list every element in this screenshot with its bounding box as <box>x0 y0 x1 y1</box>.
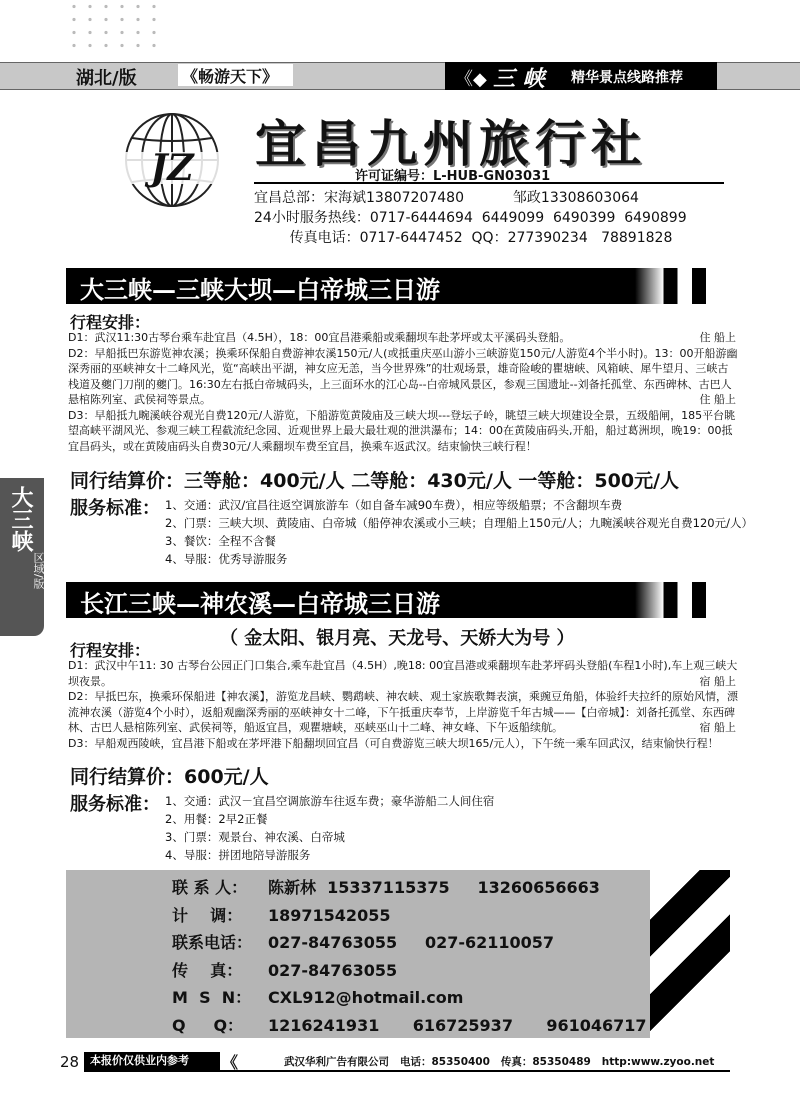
route2-services <box>165 792 494 864</box>
route2-service-label: 服务标准： <box>70 794 160 815</box>
license-number: 许可证编号：L-HUB-GN03031 <box>355 169 551 184</box>
recommend-subtitle: 精华景点线路推荐 <box>571 70 683 86</box>
service-item: 4、导服：拼团地陪导游服务 <box>165 848 311 862</box>
contact-row: 联 系 人： 陈新林 15337115375 13260656663 <box>172 878 600 897</box>
itinerary-day: D2：早船抵巴东游览神农溪；换乘环保船自费游神农溪150元/人(或抵重庆巫山游小三峡游览150元/人游览4个半小时)。13：00开船游幽深秀丽的巫峡神女十二峰风光，览“高峡出平湖，神女应无恙，当今世界殊”的壮观场景，雄奇险峻的瞿塘峡、风箱峡、犀牛望月、三峡古栈道及夔门刀削的夔门。16:30左右抵白帝城码头，上三面环水的江心岛--白帝城风景区，参观三国遗址--刘备托孤堂、东西碑林、古巴人悬棺陈列室、武侯祠等景点。 住 船上 <box>68 346 738 406</box>
itinerary-day: D3：早船观西陵峡，宜昌港下船或在茅坪港下船翻坝回宜昌（可自费游览三峡大坝165/元人），下午统一乘车回武汉，结束愉快行程！ <box>68 736 719 750</box>
itinerary-day: D3：早船抵九畹溪峡谷观光自费120元/人游览，下船游览黄陵庙及三峡大坝---登坛子岭，眺望三峡大坝建设全景，五级船闸，185平台眺望高峡平湖风光、参观三峡工程截流纪念园、近观世界上最大最壮观的泄洪瀑布；14：00在黄陵庙码头,开船，船过葛洲坝，晚19：00抵宜昌码头，或在黄陵庙码头自费30元/人乘翻坝车费至宜昌，换乘车返武汉。结束愉快三峡行程！ <box>68 408 736 453</box>
service-item: 4、导服：优秀导游服务 <box>165 552 288 566</box>
page-number: 28 <box>60 1053 80 1071</box>
agency-contact-line: 传真电话：0717-6447452 QQ：277390234 78891828 <box>254 230 673 246</box>
itinerary-day: D2：早抵巴东，换乘环保船进【神农溪】，游览龙昌峡、鹦鹉峡、神农峡、观土家族歌舞表演，乘豌豆角船，体验纤夫拉纤的原始风情，漂流神农溪（游览4个小时），返船观幽深秀丽的巫峡神女十二峰，下午抵重庆奉节，上岸游览千年古城——【白帝城】：刘备托孤堂、东西碑林、古巴人悬棺陈列室、武侯祠等，船返宜昌，观瞿塘峡，巫峡巫山十二峰、神女峰、下午返船续航。 宿 船上 <box>68 690 738 734</box>
agency-name: 宜昌九州旅行社 <box>255 115 647 173</box>
route1-banner <box>66 268 730 304</box>
contact-stripes <box>650 870 730 1038</box>
banner-stripes <box>635 582 730 618</box>
agency-contact-line: 24小时服务热线：0717-6444694 6449099 6490399 6490899 <box>254 210 687 226</box>
agency-contacts <box>254 188 687 248</box>
region-label: 湖北/版 <box>76 68 137 89</box>
route1-title: 大三峡—三峡大坝—白帝城三日游 <box>80 275 440 304</box>
service-item: 3、门票：观景台、神农溪、白帝城 <box>165 830 345 844</box>
header-bar <box>0 62 800 90</box>
itinerary-day: D1：武汉11:30古琴台乘车赴宜昌（4.5H），18：00宜昌港乘船或乘翻坝车赴茅坪或太平溪码头登船。 住 船上 <box>68 331 736 344</box>
arrow-icon: 《◆ <box>455 69 487 90</box>
route2-itinerary-label: 行程安排： <box>70 641 151 660</box>
contact-row: M S N： CXL912@hotmail.com <box>172 988 464 1007</box>
logo-text: JZ <box>150 147 194 189</box>
dot-pattern-decoration <box>66 0 166 52</box>
footer-publisher-info: 武汉华利广告有限公司 电话：85350400 传真：85350489 http:www.zyoo.net <box>284 1056 715 1068</box>
service-item: 1、交通：武汉/宜昌往返空调旅游车（如自备车减90车费），相应等级船票；不含翻坝车费 <box>165 498 623 512</box>
side-tab-sub: 区域/版 <box>32 552 45 589</box>
route1-services <box>165 496 753 568</box>
service-item: 2、用餐：2早2正餐 <box>165 812 268 826</box>
footer-note: 本报价仅供业内参考 <box>84 1052 220 1070</box>
book-title: 《畅游天下》 <box>178 64 293 86</box>
contact-box <box>66 870 730 1038</box>
side-tab-title: 大三峡 <box>8 486 34 552</box>
route2-price: 同行结算价：600元/人 <box>70 766 269 788</box>
route1-service-label: 服务标准： <box>70 498 160 519</box>
side-region-tab <box>0 478 44 636</box>
recommend-big-title: 三 峡 <box>493 66 545 92</box>
banner-stripes <box>635 268 730 304</box>
service-item: 3、餐饮：全程不含餐 <box>165 534 276 548</box>
route2-banner <box>66 582 730 618</box>
service-item: 1、交通：武汉－宜昌空调旅游车往返车费；豪华游船二人间住宿 <box>165 794 495 808</box>
contact-row: Q Q： 1216241931 616725937 961046717 <box>172 1015 647 1035</box>
recommend-bar <box>445 62 717 90</box>
chevron-left-icon: 《 <box>222 1053 239 1072</box>
route2-itinerary <box>68 658 738 751</box>
itinerary-day: D1：武汉中午11: 30 古琴台公园正门口集合,乘车赴宜昌（4.5H）,晚18: 00宜昌港或乘翻坝车赴茅坪码头登船(车程1小时),车上观三峡大坝夜景。 宿 船上 <box>68 659 738 688</box>
license-divider <box>254 182 724 184</box>
route2-title: 长江三峡—神农溪—白帝城三日游 <box>80 589 440 618</box>
page-footer <box>0 1050 800 1072</box>
route2-ships: （ 金太阳、银月亮、天龙号、天娇大为号 ） <box>220 628 575 649</box>
contact-row: 传 真： 027-84763055 <box>172 960 398 980</box>
jz-globe-logo <box>98 110 246 210</box>
contact-row: 计 调： 18971542055 <box>172 905 391 925</box>
route1-itinerary <box>68 330 738 454</box>
route1-price: 同行结算价：三等舱：400元/人 二等舱：430元/人 一等舱：500元/人 <box>70 470 680 492</box>
agency-contact-line: 宜昌总部：宋海斌13807207480 邹政13308603064 <box>254 190 639 206</box>
service-item: 2、门票：三峡大坝、黄陵庙、白帝城（船停神农溪或小三峡；自理船上150元/人；九畹溪峡谷观光自费120元/人） <box>165 516 753 530</box>
contact-row: 联系电话： 027-84763055 027-62110057 <box>172 933 555 952</box>
contact-rows <box>172 874 647 1039</box>
route1-itinerary-label: 行程安排： <box>70 313 151 332</box>
